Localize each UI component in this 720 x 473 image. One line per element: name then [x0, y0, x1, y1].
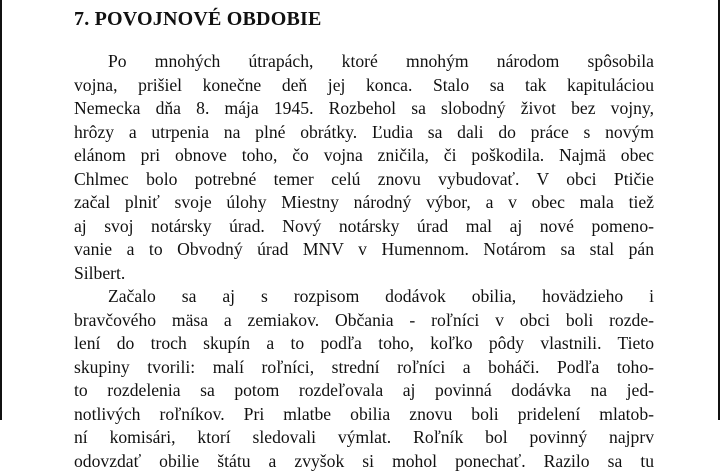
text-line: vojna, prišiel konečne deň jej konca. Stalo sa tak kapituláciou: [74, 74, 654, 98]
text-line: ní komisári, ktorí sledovali výmlat. Roľník bol povinný najprv: [74, 426, 654, 450]
text-line: lení do troch skupín a to podľa toho, koľko pôdy vlastnili. Tieto: [74, 332, 654, 356]
text-line: Začalo sa aj s rozpisom dodávok obilia, hovädzieho i: [74, 285, 654, 309]
text-line: elánom pri obnove toho, čo vojna zničila, či poškodila. Najmä obec: [74, 144, 654, 168]
paragraph-2: [74, 285, 654, 473]
text-line: Nemecka dňa 8. mája 1945. Rozbehol sa slobodný život bez vojny,: [74, 97, 654, 121]
paragraph-1: [74, 50, 654, 285]
text-line: Chlmec bolo potrebné temer celú znovu vybudovať. V obci Ptičie: [74, 168, 654, 192]
text-line: Silbert.: [74, 262, 654, 286]
text-line: začal plniť svoje úlohy Miestny národný výbor, a v obec mala tiež: [74, 191, 654, 215]
text-line: vanie a to Obvodný úrad MNV v Humennom. Notárom sa stal pán: [74, 238, 654, 262]
text-line: aj svoj notársky úrad. Nový notársky úrad mal aj nové pomeno-: [74, 215, 654, 239]
text-line: Po mnohých útrapách, ktoré mnohým národom spôsobila: [74, 50, 654, 74]
text-line: to rozdelenia sa potom rozdeľovala aj povinná dodávka na jed-: [74, 379, 654, 403]
text-line: skupiny tvorili: malí roľníci, strední roľníci a boháči. Podľa toho-: [74, 356, 654, 380]
text-line: hrôzy a utrpenia na plné obrátky. Ľudia sa dali do práce s novým: [74, 121, 654, 145]
text-line: bravčového mäsa a zemiakov. Občania - roľníci v obci boli rozde-: [74, 309, 654, 333]
page-left-edge: [0, 0, 2, 420]
body-text: [74, 50, 654, 473]
text-line: odovzdať obilie štátu a zvyšok si mohol ponechať. Razilo sa tu: [74, 450, 654, 473]
text-line: notlivých roľníkov. Pri mlatbe obilia znovu boli pridelení mlatob-: [74, 403, 654, 427]
section-heading: 7. POVOJNOVÉ OBDOBIE: [74, 7, 322, 31]
